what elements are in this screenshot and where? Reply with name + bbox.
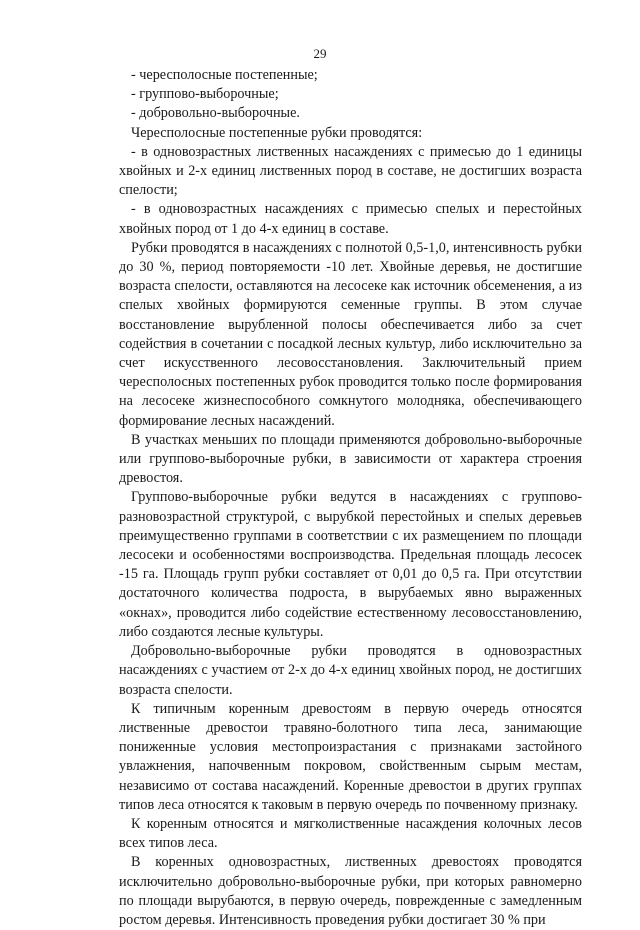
paragraph-native-stands: К типичным коренным древостоям в первую очередь относятся лиственные древостои травяно-болотного типа леса, занимающие пониженные условия местопроизрастания с признаками застойного увлажнения, напочвенным покровом, свойственным сырым местам, независимо от состава насаждений. Коренные древостои в других группах типов леса относятся к таковым в первую очередь по почвенному признаку. bbox=[119, 700, 582, 813]
page-number: 29 bbox=[313, 46, 327, 61]
paragraph-group-selective: Группово-выборочные рубки ведутся в насаждениях с группово-разновозрастной структурой, с вырубкой перестойных и спелых деревьев преимущественно группами в соответствии с их размещением по площади лесосеки и особенностями воспроизводства. Предельная площадь лесосек -15 га. Площадь групп рубки составляет от 0,01 до 0,5 га. При отсутствии достаточного количества подроста, в вырубаемых явно выраженных «окнах», проводится либо содействие естественному лесовосстановлению, либо создаются лесные культуры. bbox=[119, 489, 582, 640]
paragraph-voluntary-selective: Добровольно-выборочные рубки проводятся в одновозрастных насаждениях с участием от 2-х до 4-х единиц хвойных пород, не достигших возраста спелости. bbox=[119, 643, 582, 698]
paragraph-felling-parameters: Рубки проводятся в насаждениях с полнотой 0,5-1,0, интенсивность рубки до 30 %, период повторяемости -10 лет. Хвойные деревья, не достигшие возраста спелости, оставляются на лесосеке как источник обсеменения, а из спелых хвойных формируются семенные группы. В этом случае восстановление вырубленной полосы обеспечивается либо за счет содействия в сочетании с посадкой лесных культур, либо исключительно за счет искусственного лесовосстановления. Заключительный прием чересполосных постепенных рубок проводится только после формирования на лесосеке жизнеспособного сомкнутого молодняка, обеспечивающего формирование лесных насаждений. bbox=[119, 239, 582, 429]
paragraph-condition-mixed: - в одновозрастных насаждениях с примесью спелых и перестойных хвойных пород от 1 до 4-х единиц в составе. bbox=[119, 201, 582, 237]
list-item-strip-gradual: - чересполосные постепенные; bbox=[131, 67, 318, 83]
page-body bbox=[119, 66, 582, 930]
paragraph-strip-intro: Чересполосные постепенные рубки проводятся: bbox=[131, 124, 423, 141]
paragraph-native-even-aged: В коренных одновозрастных, лиственных древостоях проводятся исключительно добровольно-выборочные рубки, при которых равномерно по площади вырубаются, в первую очередь, поврежденные с замедленным ростом деревья. Интенсивность проведения рубки достигает 30 % при bbox=[119, 854, 582, 928]
list-item-voluntary-selective: - добровольно-выборочные. bbox=[131, 105, 300, 122]
paragraph-condition-deciduous: - в одновозрастных лиственных насаждениях с примесью до 1 единицы хвойных и 2-х единиц лиственных пород в составе, не достигших возраста спелости; bbox=[119, 143, 582, 199]
paragraph-smaller-plots: В участках меньших по площади применяются добровольно-выборочные или группово-выборочные рубки, в зависимости от характера строения древостоя. bbox=[119, 431, 582, 487]
paragraph-kolok-forests: К коренным относятся и мягколиственные насаждения колочных лесов всех типов леса. bbox=[119, 815, 582, 852]
list-item-group-selective: - группово-выборочные; bbox=[131, 86, 279, 103]
